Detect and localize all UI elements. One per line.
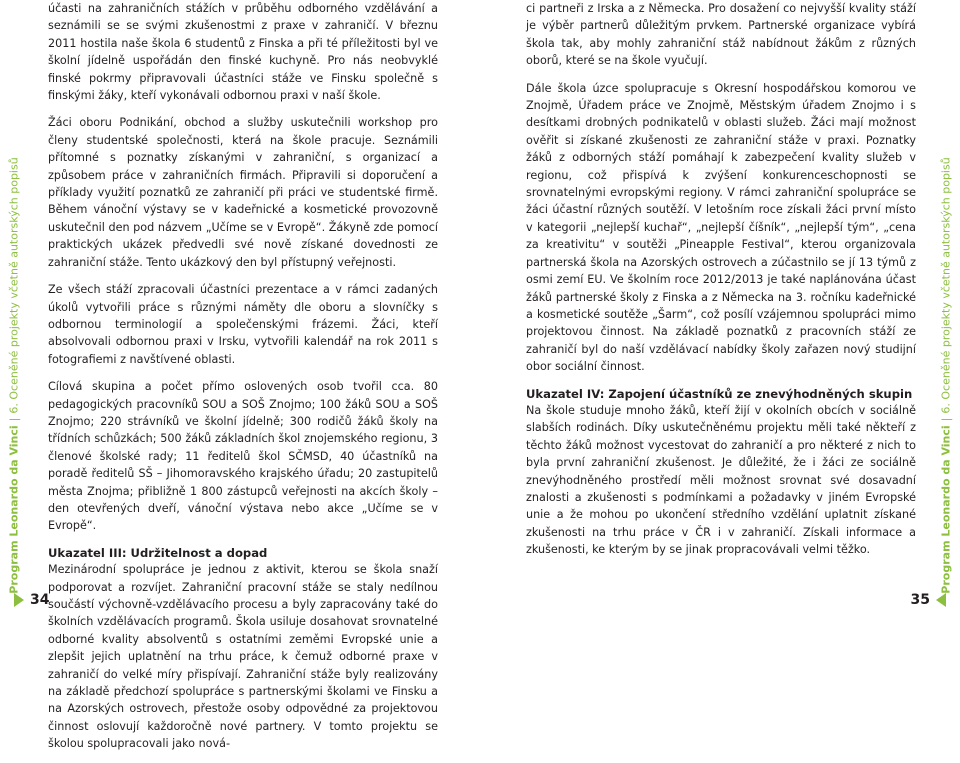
chapter-title: 6. Oceněné projekty včetně autorských popisů <box>7 156 21 414</box>
left-side-label <box>2 156 26 594</box>
paragraph: Dále škola úzce spolupracuje s Okresní hospodářskou komorou ve Znojmě, Úřadem práce ve Znojmě, Městským úřadem Znojmo i s desítkami drobných podnikatelů v oblasti služeb. Žáci mají možnost ověřit si získané zkušenosti ze zahraniční stáže v praxi. Poznatky žáků z odborných stáží pomáhají k zabezpečení kvality služeb v regionu, což přispívá k zvýšení konkurenceschopnosti se srovnatelnými evropskými regiony. V rámci zahraniční spolupráce se žáci účastní různých soutěží. V letošním roce získali žáci první místo v kategorii „nejlepší kuchař“, „nejlepší číšník“, „nejlepší tým“, „cena za kreativitu“ v soutěži „Pineapple Festival“, kterou organizovala partnerská škola na Azorských ostrovech a zúčastnilo se jí 13 týmů z osmi zemí EU. Ve školním roce 2012/2013 je také naplánována účast žáků partnerské školy z Finska a z Německa na 3. ročníku kadeřnické a kosmetické soutěže „Šarm“, což posílí vzájemnou spolupráci mimo projektovou činnost. Na základě poznatků z pracovních stáží ze zahraničí byl do naší vzdělávací nabídky školy zařazen nový studijní obor sociální činnost. <box>526 81 916 374</box>
paragraph: Na škole studuje mnoho žáků, kteří žijí v okolních obcích v sociálně slabších rodinách. Díky uskutečněnému projektu měli také někteří z těchto žáků možnost vycestovat do zahraničí a pro některé z nich to byla první zahraniční zkušenost. Je důležité, že i žáci ze sociálně znevýhodněného prostředí měli možnost srovnat své dosavadní znalosti a zkušenosti s podmínkami a požadavky v jiném Evropské unie a že mohou po ukončení středního vzdělání uplatnit získané zkušenosti na trhu práce v ČR i v zahraničí. Získali informace a zkušenosti, ke kterým by se jinak propracovávali velmi těžko. <box>526 403 916 557</box>
section-heading: Ukazatel IV: Zapojení účastníků ze znevýhodněných skupin <box>526 386 913 401</box>
left-page-number <box>14 592 49 608</box>
label-separator: | <box>939 417 953 421</box>
paragraph: Cílová skupina a počet přímo oslovených osob tvořil cca. 80 pedagogických pracovníků SOU a SOŠ Znojmo; 100 žáků SOU a SOŠ Znojmo; 220 strávníků ve školní jídelně; 300 rodičů žáků školy na třídních schůzkách; 500 žáků základních škol znojemského regionu, 3 členové školské rady; 11 ředitelů škol SČMSD, 40 účastníků na poradě ředitelů SŠ – Jihomoravského krajského úřadu; 20 zastupitelů města Znojma; přibližně 1 800 zástupců veřejnosti na akcích školy – den otevřených dveří, vánoční výstava nebo akce „Učíme se v Evropě“. <box>48 380 438 533</box>
program-name: Program Leonardo da Vinci <box>939 424 953 594</box>
program-name: Program Leonardo da Vinci <box>7 424 21 594</box>
right-page-column <box>526 0 916 569</box>
page-number: 35 <box>910 592 930 608</box>
right-page-number <box>911 592 946 608</box>
right-side-label <box>934 156 958 594</box>
paragraph: ci partneři z Irska a z Německa. Pro dosažení co nejvyšší kvality stáží je výběr partnerů důležitým prvkem. Partnerské organizace vybírá škola tak, aby mohly zahraniční stáž nabídnout žákům z různých oborů, které se na škole vyučují. <box>526 2 916 68</box>
page-number: 34 <box>30 592 50 608</box>
label-separator: | <box>7 417 21 421</box>
section-heading: Ukazatel III: Udržitelnost a dopad <box>48 545 268 560</box>
left-page-column <box>48 0 438 763</box>
chapter-title: 6. Oceněné projekty včetně autorských popisů <box>939 156 953 414</box>
triangle-left-icon <box>936 593 946 607</box>
triangle-right-icon <box>14 593 24 607</box>
paragraph: Ze všech stáží zpracovali účastníci prezentace a v rámci zadaných úkolů vytvořili práce s různými náměty dle oboru a slovníčky s odbornou terminologií a společenskými frázemi. Žáci, kteří absolvovali odbornou praxi v Irsku, vytvořili kalendář na rok 2011 s fotografiemi z navštívené oblasti. <box>48 283 438 366</box>
paragraph: Žáci oboru Podnikání, obchod a služby uskutečnili workshop pro členy studentské společnosti, která na škole pracuje. Seznámili přítomné s poznatky získanými v zahraniční, s organizací a způsobem práce v zahraničních firmách. Připravili si doporučení a příklady využití poznatků ze zahraničí při práci ve studentské firmě. Během vánoční výstavy se v kadeřnické a kosmetické provozovně uskutečnil den pod názvem „Učíme se v Evropě“. Žákyně zde pomocí praktických ukázek předvedli své nově získané dovednosti ze zahraniční stáže. Tento ukázkový den byl přístupný veřejnosti. <box>48 116 438 269</box>
paragraph: Mezinárodní spolupráce je jednou z aktivit, kterou se škola snaží podporovat a rozvíjet. Zahraniční pracovní stáže se staly nedílnou součástí výchovně-vzdělávacího procesu a byly zapracovány také do školních vzdělávacích programů. Škola usiluje dosahovat srovnatelné odborné kvality absolventů s ostatními zeměmi Evropské unie a zlepšit jejich uplatnění na trhu práce, k čemuž odborné praxe v zahraničí do velké míry přispívají. Zahraniční stáže byly realizovány na základě předchozí spolupráce s partnerskými školami ve Finsku a na Azorských ostrovech, přestože osoby odpovědné za projektovou činnost oslovují každoročně nové partnery. V tomto projektu se školou spolupracovali jako nová- <box>48 563 438 751</box>
paragraph: účasti na zahraničních stážích v průběhu odborného vzdělávání a seznámili se se svými zkušenostmi z praxe v zahraničí. V březnu 2011 hostila naše škola 6 studentů z Finska a při té příležitosti byl ve školní jídelně uspořádán den finské kuchyně. Pro nás neobvyklé finské pokrmy připravovali účastníci stáže ve Finsku společně s finskými žáky, kteří vykonávali odbornou praxi v naší škole. <box>48 2 438 103</box>
